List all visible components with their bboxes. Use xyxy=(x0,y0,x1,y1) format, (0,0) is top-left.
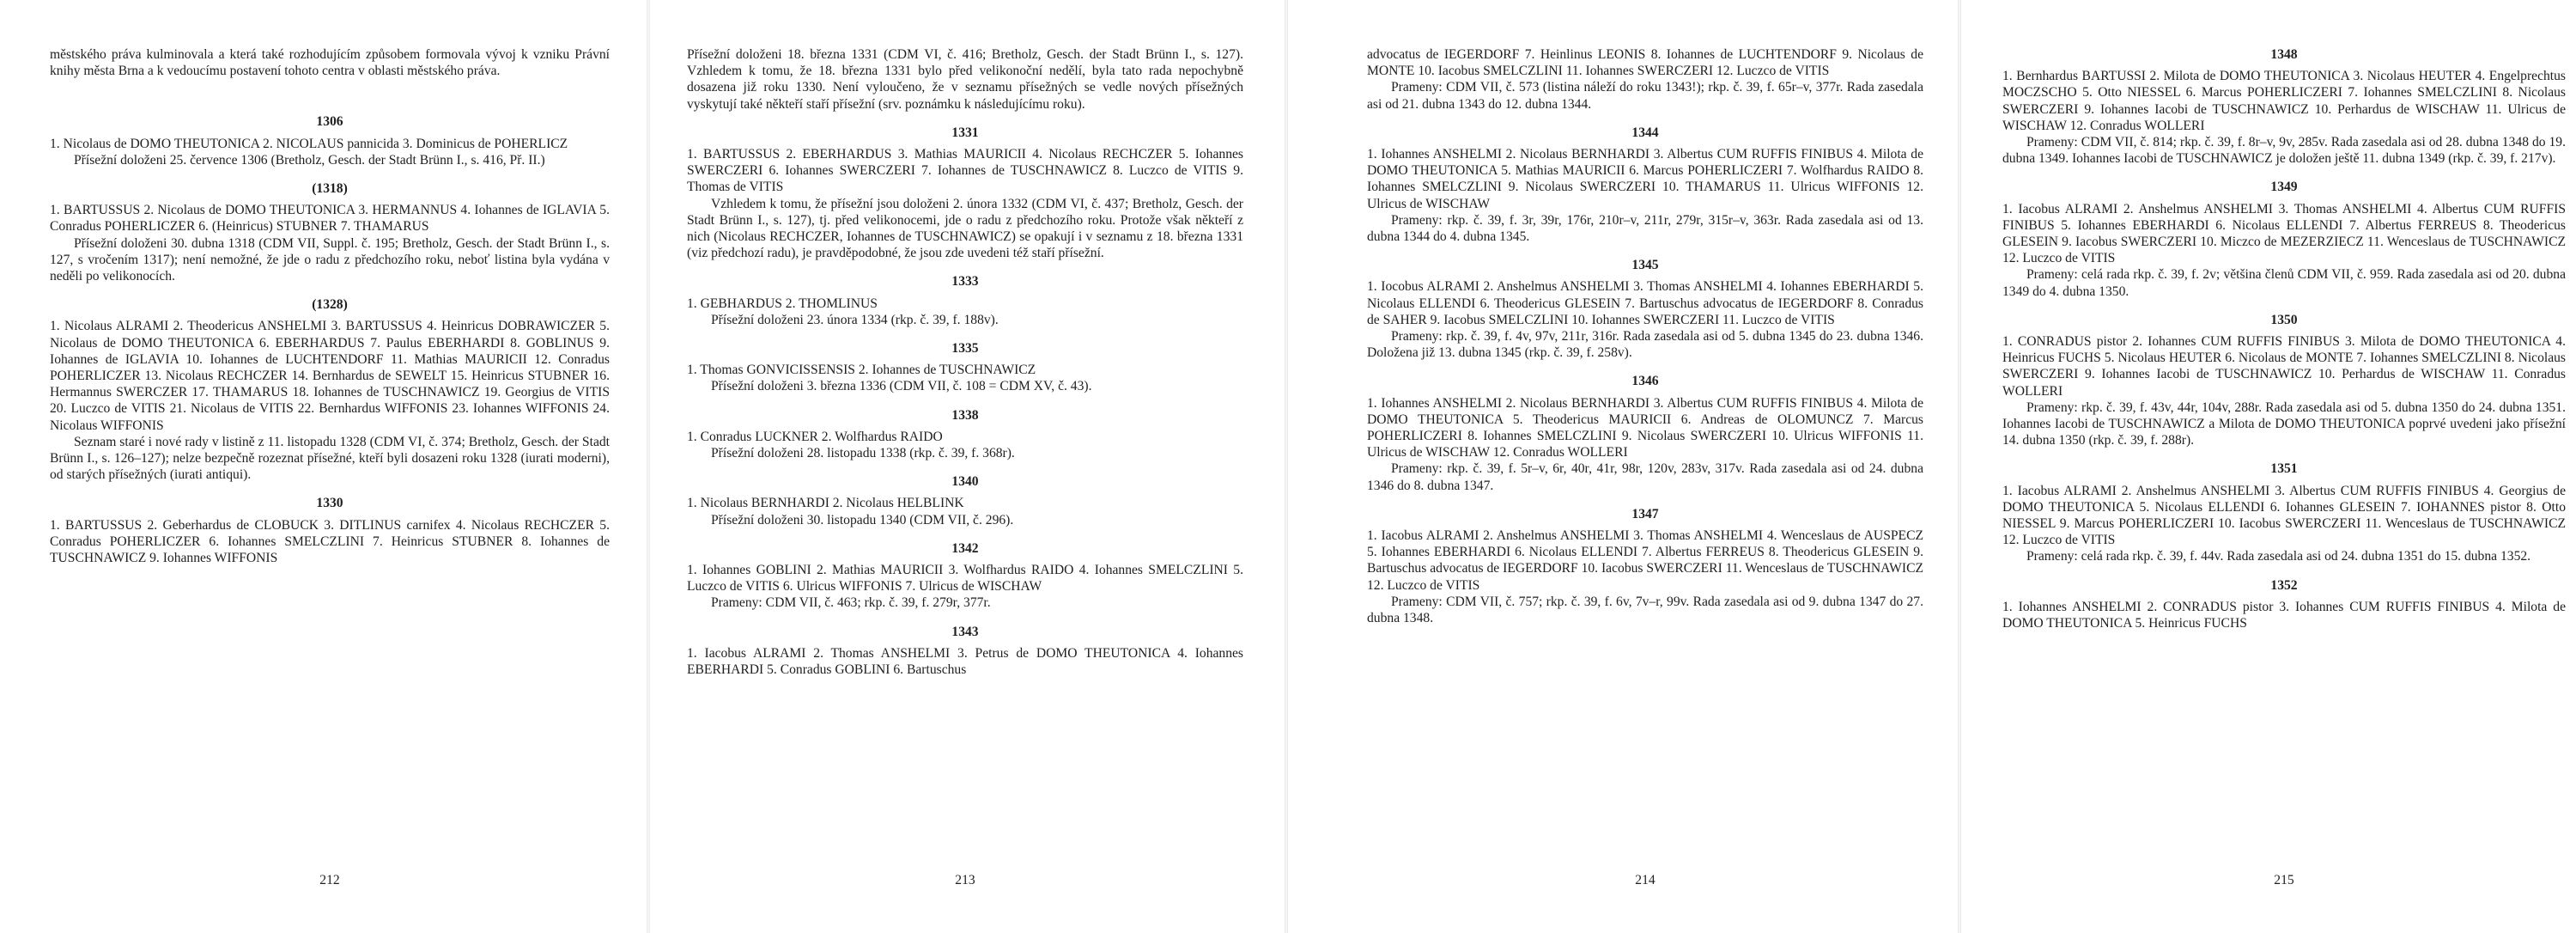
council-year-section xyxy=(687,473,1243,528)
year-heading: 1348 xyxy=(2270,47,2298,62)
year-heading: 1349 xyxy=(2270,180,2298,195)
council-members-list: 1. Iohannes ANSHELMI 2. CONRADUS pistor 3. Iohannes CUM RUFFIS FINIBUS 4. Milota de DOMO THEUTONICA 5. Heinricus FUCHS xyxy=(2002,599,2566,631)
council-members-list: 1. Iacobus ALRAMI 2. Anshelmus ANSHELMI 3. Albertus CUM RUFFIS FINIBUS 4. Georgius de DOMO THEUTONICA 5. Nicolaus ELLENDI 6. Iohannes GLESEIN 7. IOHANNES pistor 8. Otto NIESSEL 9. Marcus POHERLICZERI 10. Iacobus SWERCZERI 11. Wenceslaus de TUSCHNAWICZ 12. Luczco de VITIS xyxy=(2002,483,2566,548)
year-heading: 1333 xyxy=(951,274,979,290)
council-members-list: 1. GEBHARDUS 2. THOMLINUS xyxy=(687,296,878,311)
page-214 xyxy=(1367,0,1923,933)
year-heading: 1338 xyxy=(951,407,979,423)
year-heading: 1330 xyxy=(316,496,343,511)
page-gutter xyxy=(1958,0,1961,933)
page-number: 214 xyxy=(1635,872,1656,887)
council-members-list: 1. Iacobus ALRAMI 2. Thomas ANSHELMI 3. Petrus de DOMO THEUTONICA 4. Iohannes EBERHARDI 5. Conradus GOBLINI 6. Bartuschus xyxy=(687,645,1243,678)
sources-note: Seznam staré i nové rady v listině z 11. listopadu 1328 (CDM VI, č. 374; Bretholz, Gesch. der Stadt Brünn I., s. 126–127); nelze bezpečně rozeznat přísežné, kteří byli dosazeni roku 1328 (iurati moderni), od starých přísežných (iurati antiqui). xyxy=(50,434,610,483)
council-members-list: 1. BARTUSSUS 2. EBERHARDUS 3. Mathias MAURICII 4. Nicolaus RECHCZER 5. Iohannes SWERCZERI 6. Iohannes SWERCZERI 7. Iohannes de TUSCHNAWICZ 8. Luczco de VITIS 9. Thomas de VITIS xyxy=(687,147,1243,195)
year-heading: 1346 xyxy=(1631,374,1659,389)
sources-note: Přísežní doloženi 3. března 1336 (CDM VII, č. 108 = CDM XV, č. 43). xyxy=(711,379,1092,394)
sources-note: Přísežní doloženi 30. listopadu 1340 (CDM VII, č. 296). xyxy=(711,512,1014,527)
council-members-list: 1. Nicolaus ALRAMI 2. Theodericus ANSHELMI 3. BARTUSSUS 4. Heinricus DOBRAWICZER 5. Nicolaus de DOMO THEUTONICA 6. EBERHARDUS 7. Paulus EBERHARDI 8. GOBLINUS 9. Iohannes de IGLAVIA 10. Iohannes de LUCHTENDORF 11. Mathias MAURICII 12. Conradus POHERLICZER 13. Nicolaus RECHCZER 14. Bernhardus de SEWELT 15. Heinricus STUBNER 16. Hermannus SWERCZER 17. THAMARUS 18. Iohannes de TUSCHNAWICZ 19. Georgius de VITIS 20. Luczco de VITIS 21. Nicolaus de VITIS 22. Bernhardus WIFFONIS 23. Iohannes WIFFONIS 24. Nicolaus WIFFONIS xyxy=(50,319,610,433)
year-heading: 1306 xyxy=(316,114,343,130)
council-year-section xyxy=(1367,506,1923,626)
sources-note: Prameny: rkp. č. 39, f. 5r–v, 6r, 40r, 41r, 98r, 120v, 283v, 317v. Rada zasedala asi od 24. dubna 1346 do 8. dubna 1347. xyxy=(1367,461,1923,493)
year-heading: 1345 xyxy=(1631,258,1659,273)
year-heading: 1352 xyxy=(2270,577,2298,593)
continued-text xyxy=(50,46,610,79)
sources-note: Prameny: rkp. č. 39, f. 43v, 44r, 104v, 288r. Rada zasedala asi od 5. dubna 1350 do 24. dubna 1351. Iohannes Iacobi de TUSCHNAWICZ a Milota de DOMO THEUTONICA poprvé uvedeni jako přísežní 14. dubna 1350 (rkp. č. 39, f. 288r). xyxy=(2002,399,2566,448)
page-215 xyxy=(2002,0,2566,933)
page-212 xyxy=(50,0,610,933)
year-heading: 1344 xyxy=(1631,125,1659,140)
page-gutter xyxy=(1285,0,1288,933)
council-year-section xyxy=(50,180,610,284)
continued-paragraph: Přísežní doloženi 18. března 1331 (CDM VI, č. 416; Bretholz, Gesch. der Stadt Brünn I., s. 127). Vzhledem k tomu, že 18. března 1331 bylo před velikonoční nedělí, byla tato rada nepochybně dosazena již roku 1330. Není vyloučeno, že v seznamu přísežných se vedle nových přísežných vyskytují také někteří staří přísežní (srv. poznámku k následujícímu roku). xyxy=(687,47,1243,112)
continued-paragraph: městského práva kulminovala a která také rozhodujícím způsobem formovala vývoj k vzniku Právní knihy města Brna a k vedoucímu postavení tohoto centra v oblasti městského práva. xyxy=(50,47,610,79)
sources-note: Vzhledem k tomu, že přísežní jsou doloženi 2. února 1332 (CDM VI, č. 437; Bretholz, Gesch. der Stadt Brünn I., s. 127), tj. před velikonocemi, jde o radu z předchozího roku. Protože však někteří z nich (Nicolaus RECHCZER, Iohannes de TUSCHNAWICZ) se opakují i v seznamu z 18. března 1331 (viz předchozí radu), je pravděpodobné, že jsou zde uvedeni též staří přísežní. xyxy=(687,196,1243,261)
council-members-list: 1. Iohannes GOBLINI 2. Mathias MAURICII 3. Wolfhardus RAIDO 4. Iohannes SMELCZLINI 5. Luczco de VITIS 6. Ulricus WIFFONIS 7. Ulricus de WISCHAW xyxy=(687,563,1243,595)
council-members-list: 1. Nicolaus de DOMO THEUTONICA 2. NICOLAUS pannicida 3. Dominicus de POHERLICZ xyxy=(50,136,568,151)
council-year-section xyxy=(50,495,610,566)
council-members-list: 1. Bernhardus BARTUSSI 2. Milota de DOMO THEUTONICA 3. Nicolaus HEUTER 4. Engelprechtus MOCZSCHO 5. Otto NIESSEL 6. Marcus POHERLICZERI 7. Iohannes SMELCZLINI 8. Nicolaus SWERCZERI 9. Iohannes Iacobi de TUSCHNAWICZ 10. Perhardus de WISCHAW 11. Ulricus de WISCHAW 12. Conradus WOLLERI xyxy=(2002,69,2566,133)
council-year-section xyxy=(50,296,610,483)
council-members-list: 1. Conradus LUCKNER 2. Wolfhardus RAIDO xyxy=(687,429,943,444)
sources-note: Prameny: rkp. č. 39, f. 3r, 39r, 176r, 210r–v, 211r, 279r, 315r–v, 363r. Rada zasedala asi od 13. dubna 1344 do 4. dubna 1345. xyxy=(1367,212,1923,245)
council-members-list: 1. BARTUSSUS 2. Nicolaus de DOMO THEUTONICA 3. HERMANNUS 4. Iohannes de IGLAVIA 5. Conradus POHERLICZER 6. (Heinricus) STUBNER 7. THAMARUS xyxy=(50,203,610,235)
council-year-section xyxy=(2002,577,2566,632)
page-number: 215 xyxy=(2274,872,2294,887)
year-heading: 1340 xyxy=(951,474,979,490)
council-year-section xyxy=(687,273,1243,328)
year-heading: (1318) xyxy=(312,181,348,197)
council-year-section xyxy=(687,540,1243,612)
council-year-section xyxy=(687,125,1243,262)
council-members-list: 1. Iohannes ANSHELMI 2. Nicolaus BERNHARDI 3. Albertus CUM RUFFIS FINIBUS 4. Milota de DOMO THEUTONICA 5. Mathias MAURICII 6. Marcus POHERLICZERI 7. Wolfhardus RAIDO 8. Iohannes SMELCZLINI 9. Nicolaus SWERCZERI 10. THAMARUS 11. Ulricus WIFFONIS 12. Ulricus de WISCHAW xyxy=(1367,147,1923,211)
council-year-section xyxy=(687,407,1243,462)
year-heading: 1331 xyxy=(951,125,979,140)
council-year-section xyxy=(1367,257,1923,361)
continued-paragraph: Prameny: CDM VII, č. 573 (listina náleží do roku 1343!); rkp. č. 39, f. 65r–v, 377r. Rada zasedala asi od 21. dubna 1343 do 12. dubna 1344. xyxy=(1367,80,1923,112)
council-members-list: 1. Iocobus ALRAMI 2. Anshelmus ANSHELMI 3. Thomas ANSHELMI 4. Iohannes EBERHARDI 5. Nicolaus ELLENDI 6. Theodericus GLESEIN 7. Bartuschus advocatus de IEGERDORF 8. Conradus de SAHER 9. Iacobus SMELCZLINI 10. Iohannes SWERCZERI 11. Luczco de VITIS xyxy=(1367,279,1923,327)
sources-note: Přísežní doloženi 28. listopadu 1338 (rkp. č. 39, f. 368r). xyxy=(711,446,1015,461)
page-number: 212 xyxy=(319,872,340,887)
continued-paragraph: advocatus de IEGERDORF 7. Heinlinus LEONIS 8. Iohannes de LUCHTENDORF 9. Nicolaus de MONTE 10. Iacobus SMELCZLINI 11. Iohannes SWERCZERI 12. Luczco de VITIS xyxy=(1367,47,1923,79)
year-heading: (1328) xyxy=(312,297,348,313)
year-heading: 1335 xyxy=(951,341,979,357)
sources-note: Prameny: rkp. č. 39, f. 4v, 97v, 211r, 316r. Rada zasedala asi od 5. dubna 1345 do 23. dubna 1346. Doložena již 13. dubna 1345 (rkp. č. 39, f. 258v). xyxy=(1367,329,1923,361)
year-heading: 1351 xyxy=(2270,461,2298,477)
council-year-section xyxy=(2002,179,2566,299)
council-year-section xyxy=(687,624,1243,679)
council-members-list: 1. Iohannes ANSHELMI 2. Nicolaus BERNHARDI 3. Albertus CUM RUFFIS FINIBUS 4. Milota de DOMO THEUTONICA 5. Theodericus MAURICII 6. Andreas de OLOMUNCZ 7. Marcus POHERLICZERI 8. Iohannes SMELCZLINI 9. Nicolaus SWERCZERI 10. Ulricus WIFFONIS 11. Ulricus de WISCHAW 12. Conradus WOLLERI xyxy=(1367,395,1923,460)
continued-text xyxy=(1367,46,1923,113)
council-year-section xyxy=(50,113,610,168)
sources-note: Přísežní doloženi 23. února 1334 (rkp. č. 39, f. 188v). xyxy=(711,312,999,327)
continued-text xyxy=(687,46,1243,113)
sources-note: Prameny: CDM VII, č. 463; rkp. č. 39, f. 279r, 377r. xyxy=(711,595,991,611)
council-year-section xyxy=(1367,373,1923,493)
council-year-section xyxy=(1367,125,1923,245)
sources-note: Prameny: celá rada rkp. č. 39, f. 44v. Rada zasedala asi od 24. dubna 1351 do 15. dubna 1352. xyxy=(2026,549,2531,564)
sources-note: Prameny: CDM VII, č. 757; rkp. č. 39, f. 6v, 7v–r, 99v. Rada zasedala asi od 9. dubna 1347 do 27. dubna 1348. xyxy=(1367,594,1923,626)
page-213 xyxy=(687,0,1243,933)
sources-note: Přísežní doloženi 25. července 1306 (Bretholz, Gesch. der Stadt Brünn I., s. 416, Př. II.) xyxy=(74,152,545,168)
council-members-list: 1. Thomas GONVICISSENSIS 2. Iohannes de TUSCHNAWICZ xyxy=(687,363,1036,378)
sources-note: Prameny: celá rada rkp. č. 39, f. 2v; většina členů CDM VII, č. 959. Rada zasedala asi od 20. dubna 1349 do 4. dubna 1350. xyxy=(2002,267,2566,299)
year-heading: 1350 xyxy=(2270,312,2298,327)
council-members-list: 1. BARTUSSUS 2. Geberhardus de CLOBUCK 3. DITLINUS carnifex 4. Nicolaus RECHCZER 5. Conradus POHERLICZER 6. Iohannes SMELCZLINI 7. Heinricus STUBNER 8. Iohannes de TUSCHNAWICZ 9. Iohannes WIFFONIS xyxy=(50,517,610,566)
council-year-section xyxy=(2002,312,2566,449)
sources-note: Přísežní doloženi 30. dubna 1318 (CDM VII, Suppl. č. 195; Bretholz, Gesch. der Stadt Brünn I., s. 127, s vročením 1317); není nemožné, že jde o radu z předchozího roku, neboť listina byla vydána v neděli po velikonocích. xyxy=(50,235,610,284)
council-members-list: 1. Iacobus ALRAMI 2. Anshelmus ANSHELMI 3. Thomas ANSHELMI 4. Wenceslaus de AUSPECZ 5. Iohannes EBERHARDI 6. Nicolaus ELLENDI 7. Albertus FERREUS 8. Theodericus GLESEIN 9. Bartuschus advocatus de IEGERDORF 10. Iacobus SWERCZERI 11. Wenceslaus de TUSCHNAWICZ 12. Luczco de VITIS xyxy=(1367,528,1923,593)
page-gutter xyxy=(647,0,650,933)
council-year-section xyxy=(687,340,1243,395)
year-heading: 1343 xyxy=(951,624,979,639)
page-number: 213 xyxy=(955,872,975,887)
council-members-list: 1. Iacobus ALRAMI 2. Anshelmus ANSHELMI 3. Thomas ANSHELMI 4. Albertus CUM RUFFIS FINIBUS 5. Iohannes EBERHARDI 6. Nicolaus ELLENDI 7. Albertus FERREUS 8. Theodericus GLESEIN 9. Iacobus SWERCZERI 10. Miczco de MEZERZIECZ 11. Wenceslaus de TUSCHNAWICZ 12. Luczco de VITIS xyxy=(2002,201,2566,266)
sources-note: Prameny: CDM VII, č. 814; rkp. č. 39, f. 8r–v, 9v, 285v. Rada zasedala asi od 28. dubna 1348 do 19. dubna 1349. Iohannes Iacobi de TUSCHNAWICZ je doložen ještě 11. dubna 1349 (rkp. č. 39, f. 217v). xyxy=(2002,135,2566,167)
council-members-list: 1. Nicolaus BERNHARDI 2. Nicolaus HELBLINK xyxy=(687,496,964,511)
year-heading: 1347 xyxy=(1631,506,1659,521)
council-members-list: 1. CONRADUS pistor 2. Iohannes CUM RUFFIS FINIBUS 3. Milota de DOMO THEUTONICA 4. Heinricus FUCHS 5. Nicolaus HEUTER 6. Nicolaus de MONTE 7. Iohannes SMELCZLINI 8. Nicolaus SWERCZERI 9. Iohannes Iacobi de TUSCHNAWICZ 10. Perhardus de WISCHAW 11. Conradus WOLLERI xyxy=(2002,334,2566,399)
council-year-section xyxy=(2002,46,2566,167)
council-year-section xyxy=(2002,460,2566,564)
year-heading: 1342 xyxy=(951,540,979,556)
